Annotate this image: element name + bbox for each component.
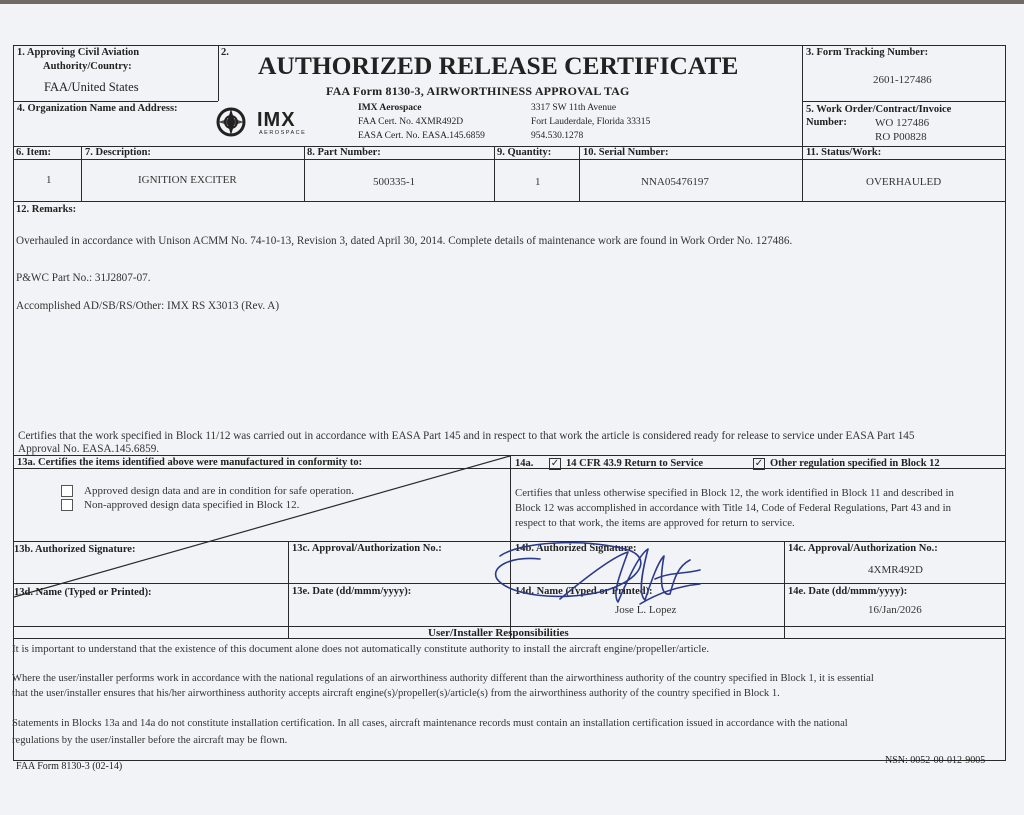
block14a-label: 14a. [515, 458, 534, 469]
nsn-number: NSN: 0052-00-012-9005 [885, 755, 986, 766]
serial-number-value: NNA05476197 [641, 176, 709, 188]
remarks-line1: Overhauled in accordance with Unison ACMM No. 74-10-13, Revision 3, dated April 30, 2014. Complete details of maintenance work are found in Work Order No. 127486. [16, 235, 793, 247]
signer-name-value: Jose L. Lopez [615, 604, 677, 616]
authorization-number-value: 4XMR492D [868, 564, 924, 576]
easa-statement-line2: Approval No. EASA.145.6859. [18, 443, 160, 455]
other-regulation-label: Other regulation specified in Block 12 [770, 458, 940, 469]
remarks-line2: P&WC Part No.: 31J2807-07. [16, 272, 151, 284]
block14c-label: 14c. Approval/Authorization No.: [788, 543, 938, 554]
phone-number: 954.530.1278 [531, 131, 584, 141]
address-line2: Fort Lauderdale, Florida 33315 [531, 117, 651, 127]
block14a-text-line1: Certifies that unless otherwise specified in Block 12, the work identified in Block 11 and described in [515, 487, 954, 499]
form-subtitle: FAA Form 8130-3, AIRWORTHINESS APPROVAL TAG [326, 84, 630, 98]
responsibilities-paragraph3-line1: Statements in Blocks 13a and 14a do not constitute installation certification. In all cases, aircraft maintenance records must contain an installation certification issued in accordance with the national [12, 718, 848, 729]
organization-name: IMX Aerospace [358, 103, 422, 113]
description-header: 7. Description: [85, 147, 151, 158]
block1-label: 1. Approving Civil Aviation [17, 47, 140, 58]
return-to-service-checkbox[interactable]: ✓ [550, 458, 560, 469]
responsibilities-paragraph2-line1: Where the user/installer performs work in accordance with the national regulations of an airworthiness authority different than the airworthiness authority of the country specified in Block 1, it is essential [12, 673, 874, 684]
responsibilities-paragraph3-line2: regulations by the user/installer before the aircraft may be flown. [12, 735, 288, 746]
form-tracking-number: 2601-127486 [873, 74, 932, 86]
block14a-text-line3: respect to that work, the items are approved for return to service. [515, 517, 795, 529]
block5-number-label: Number: [806, 117, 847, 128]
block5-label: 5. Work Order/Contract/Invoice [806, 104, 952, 115]
item-header: 6. Item: [16, 147, 51, 158]
certificate-form [0, 4, 1024, 815]
block14d-label: 14d. Name (Typed or Printed): [515, 586, 653, 597]
work-order-number: WO 127486 [875, 117, 930, 129]
non-approved-design-label: Non-approved design data specified in Block 12. [84, 499, 300, 511]
block13e-label: 13e. Date (dd/mmm/yyyy): [292, 586, 412, 597]
responsibilities-title: User/Installer Responsibilities [428, 627, 569, 639]
block13d-label: 13d. Name (Typed or Printed): [14, 587, 152, 598]
status-header: 11. Status/Work: [806, 147, 882, 158]
easa-cert-number: EASA Cert. No. EASA.145.6859 [358, 131, 485, 141]
block13a-label: 13a. Certifies the items identified above were manufactured in conformity to: [17, 457, 363, 468]
block13c-label: 13c. Approval/Authorization No.: [292, 543, 442, 554]
block14b-label: 14b. Authorized Signature: [515, 543, 637, 554]
block13b-label: 13b. Authorized Signature: [14, 544, 136, 555]
description-value: IGNITION EXCITER [138, 174, 237, 186]
form-number: FAA Form 8130-3 (02-14) [16, 761, 123, 772]
return-to-service-label: 14 CFR 43.9 Return to Service [566, 458, 704, 469]
quantity-header: 9. Quantity: [497, 147, 552, 158]
logo-wordmark: IMX [257, 109, 296, 131]
logo-subtext: AEROSPACE [259, 130, 307, 136]
approving-authority-value: FAA/United States [44, 80, 139, 94]
page-title: AUTHORIZED RELEASE CERTIFICATE [258, 51, 739, 80]
approved-design-label: Approved design data and are in condition for safe operation. [84, 485, 355, 497]
block2-label: 2. [221, 47, 229, 58]
block3-label: 3. Form Tracking Number: [806, 47, 929, 58]
ro-number: RO P00828 [875, 131, 927, 143]
faa-cert-number: FAA Cert. No. 4XMR492D [358, 117, 464, 127]
block1-label-line2: Authority/Country: [43, 61, 132, 72]
quantity-value: 1 [535, 176, 541, 188]
part-number-header: 8. Part Number: [307, 147, 381, 158]
other-regulation-checkbox[interactable]: ✓ [754, 458, 764, 469]
part-number-value: 500335-1 [373, 176, 416, 188]
date-value: 16/Jan/2026 [868, 604, 922, 616]
block14a-text-line2: Block 12 was accomplished in accordance with Title 14, Code of Federal Regulations, Part 43 and in [515, 502, 951, 514]
address-line1: 3317 SW 11th Avenue [531, 103, 617, 113]
responsibilities-paragraph1: It is important to understand that the existence of this document alone does not automatically constitute authority to install the aircraft engine/propeller/article. [12, 643, 710, 655]
responsibilities-paragraph2-line2: that the user/installer ensures that his/her airworthiness authority accepts aircraft engine(s)/propeller(s)/article(s) from the airworthiness authority of the country specified in Block 1. [12, 688, 780, 699]
status-value: OVERHAULED [866, 176, 942, 188]
block4-label: 4. Organization Name and Address: [17, 103, 178, 114]
remarks-label: 12. Remarks: [16, 204, 77, 215]
serial-number-header: 10. Serial Number: [583, 147, 669, 158]
block14e-label: 14e. Date (dd/mmm/yyyy): [788, 586, 908, 597]
remarks-line3: Accomplished AD/SB/RS/Other: IMX RS X3013 (Rev. A) [16, 300, 280, 312]
easa-statement-line1: Certifies that the work specified in Block 11/12 was carried out in accordance with EASA Part 145 and in respect to that work the article is considered ready for release to service under EASA Part 145 [18, 430, 915, 442]
item-value: 1 [46, 174, 52, 186]
